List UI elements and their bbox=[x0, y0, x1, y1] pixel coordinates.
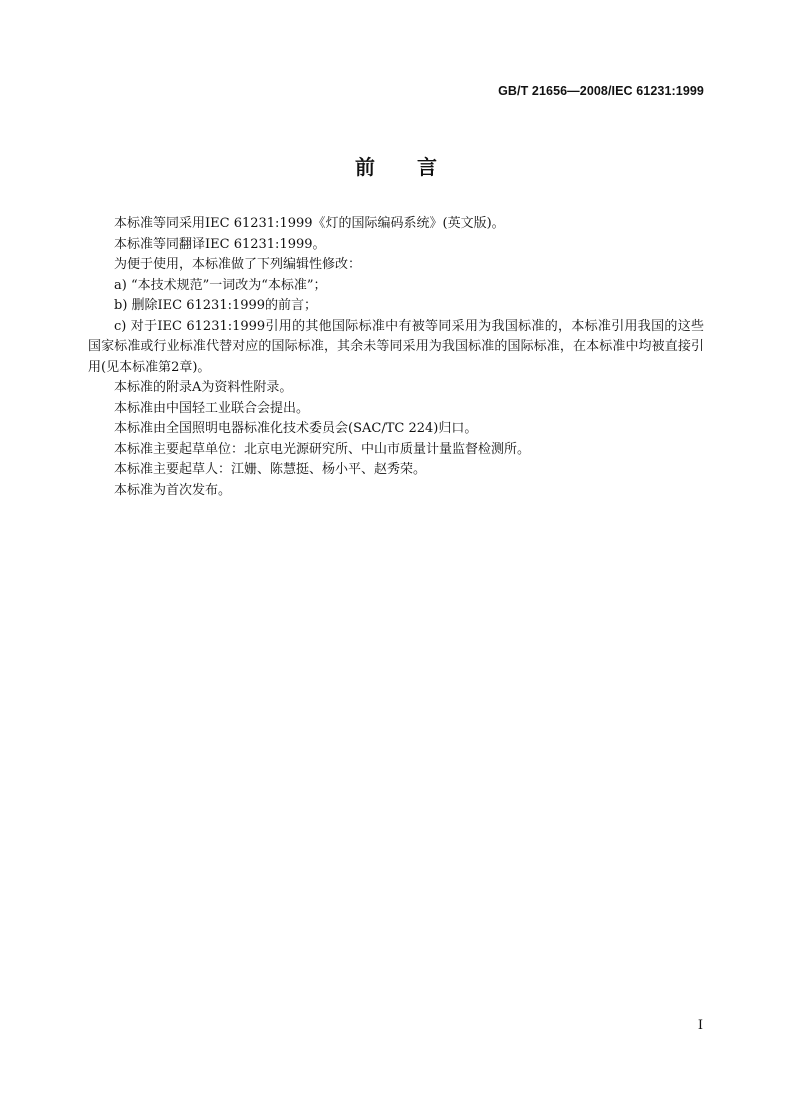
paragraph-proposer: 本标准由中国轻工业联合会提出。 bbox=[114, 400, 310, 416]
paragraph-drafters: 本标准主要起草人：江姗、陈慧挺、杨小平、赵秀荣。 bbox=[114, 462, 427, 477]
standard-code: GB/T 21656—2008/IEC 61231:1999 bbox=[498, 84, 704, 98]
list-item-c: c) 对于IEC 61231:1999引用的其他国际标准中有被等同采用为我国标准的，本标准引用我国的这些国家标准或行业标准代替对应的国际标准，其余未等同采用为我国标准的国际标准，在本标准中均被直接引用(见本标准第2章)。 bbox=[88, 318, 704, 375]
paragraph-first-release: 本标准为首次发布。 bbox=[114, 482, 232, 498]
paragraph-committee: 本标准由全国照明电器标准化技术委员会(SAC/TC 224)归口。 bbox=[114, 421, 478, 436]
paragraph-adoption: 本标准等同采用IEC 61231:1999《灯的国际编码系统》(英文版)。 bbox=[114, 216, 505, 231]
paragraph-editorial-intro: 为便于使用，本标准做了下列编辑性修改： bbox=[114, 257, 362, 272]
list-item-b: b) 删除IEC 61231:1999的前言； bbox=[114, 298, 318, 313]
foreword-body bbox=[88, 214, 704, 501]
list-item-a: a) “本技术规范”一词改为“本标准”； bbox=[114, 277, 327, 293]
paragraph-drafting-units: 本标准主要起草单位：北京电光源研究所、中山市质量计量监督检测所。 bbox=[114, 441, 531, 457]
paragraph-translation: 本标准等同翻译IEC 61231:1999。 bbox=[114, 236, 326, 252]
page-number: I bbox=[697, 1018, 703, 1033]
paragraph-annex: 本标准的附录A为资料性附录。 bbox=[114, 380, 293, 395]
page-title: 前言 bbox=[355, 155, 479, 179]
